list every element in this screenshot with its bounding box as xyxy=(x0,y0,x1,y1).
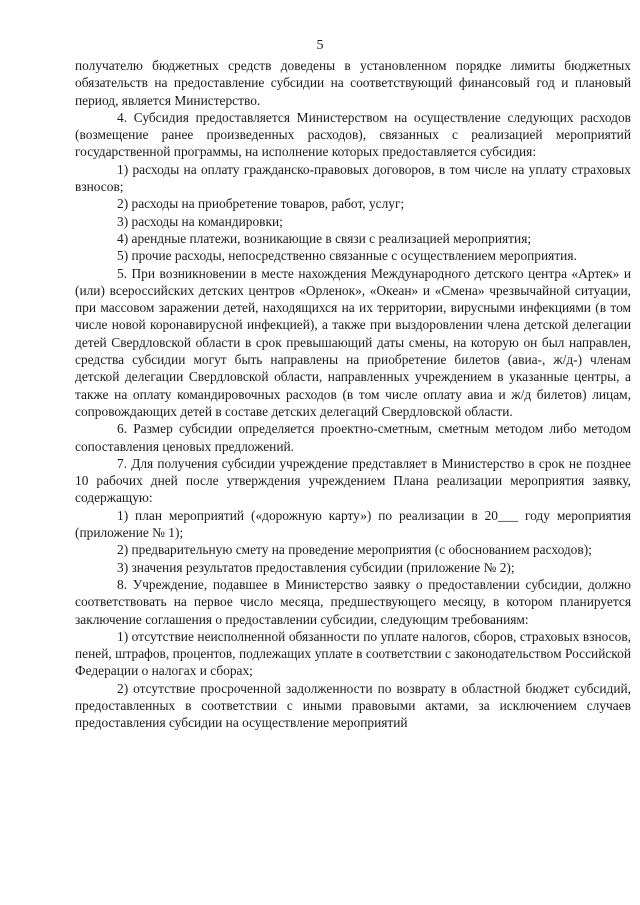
paragraph-8-requirements: 8. Учреждение, подавшее в Министерство заявку о предоставлении субсидии, должно соответствовать на первое число месяца, предшествующего месяцу, в котором планируется заключение соглашения о предоставлении субсидии, следующим требованиям: xyxy=(75,576,631,627)
paragraph-continuation: получателю бюджетных средств доведены в установленном порядке лимиты бюджетных обязательств на предоставление субсидии на соответствующий финансовый год и плановый период, является Министерство. xyxy=(75,58,631,108)
paragraph-7-application: 7. Для получения субсидии учреждение представляет в Министерство в срок не позднее 10 рабочих дней после утверждения учреждением Плана реализации мероприятия заявку, содержащую: xyxy=(75,455,631,506)
list-item-4-rent: 4) арендные платежи, возникающие в связи с реализацией мероприятия; xyxy=(117,230,532,246)
list-item-3-travel: 3) расходы на командировки; xyxy=(117,213,283,229)
list-item-1-roadmap: 1) план мероприятий («дорожную карту») по реализации в 20___ году мероприятия (приложение № 1); xyxy=(75,507,631,541)
paragraph-4-subsidy-purpose: 4. Субсидия предоставляется Министерством на осуществление следующих расходов (возмещение ранее произведенных расходов), связанных с реализацией мероприятий государственной программы, на исполнение которых предоставляется субсидия: xyxy=(75,109,631,160)
list-item-2-estimate: 2) предварительную смету на проведение мероприятия (с обоснованием расходов); xyxy=(117,542,592,558)
list-item-5-other: 5) прочие расходы, непосредственно связанные с осуществлением мероприятия. xyxy=(117,248,577,264)
page-number: 5 xyxy=(316,38,324,53)
paragraph-6-subsidy-size: 6. Размер субсидии определяется проектно-сметным, сметным методом либо методом сопоставления ценовых предложений. xyxy=(75,421,631,454)
document-body xyxy=(75,57,631,732)
list-item-2-no-overdue-debt: 2) отсутствие просроченной задолженности по возврату в областной бюджет субсидий, предоставленных в соответствии с иными правовыми актами, за исключением случаев предоставления субсидии на осуществление мероприятий xyxy=(75,680,631,731)
list-item-1-contracts: 1) расходы на оплату гражданско-правовых договоров, в том числе на уплату страховых взносов; xyxy=(75,161,631,195)
list-item-2-goods: 2) расходы на приобретение товаров, работ, услуг; xyxy=(117,196,405,212)
paragraph-5-emergency: 5. При возникновении в месте нахождения Международного детского центра «Артек» и (или) всероссийских детских центров «Орленок», «Океан» и «Смена» чрезвычайной ситуации, при массовом заражении детей, находящихся на их территории, вирусными инфекциями (в том числе новой коронавирусной инфекцией), а также при выздоровлении члена детской делегации детей Свердловской области в срок превышающий даты смены, на которую он был направлен, средства субсидии могут быть направлены на приобретение билетов (авиа-, ж/д-) членам детской делегации Свердловской области, направленных учреждением в указанные центры, а также на оплату командировочных расходов (в том числе оплату авиа и ж/д билетов) лицам, сопровождающих детей в составе детских делегаций Свердловской области. xyxy=(75,265,631,419)
list-item-1-no-tax-debt: 1) отсутствие неисполненной обязанности по уплате налогов, сборов, страховых взносов, пеней, штрафов, процентов, подлежащих уплате в соответствии с законодательством Российской Федерации о налогах и сборах; xyxy=(75,628,631,679)
list-item-3-results: 3) значения результатов предоставления субсидии (приложение № 2); xyxy=(117,559,515,575)
